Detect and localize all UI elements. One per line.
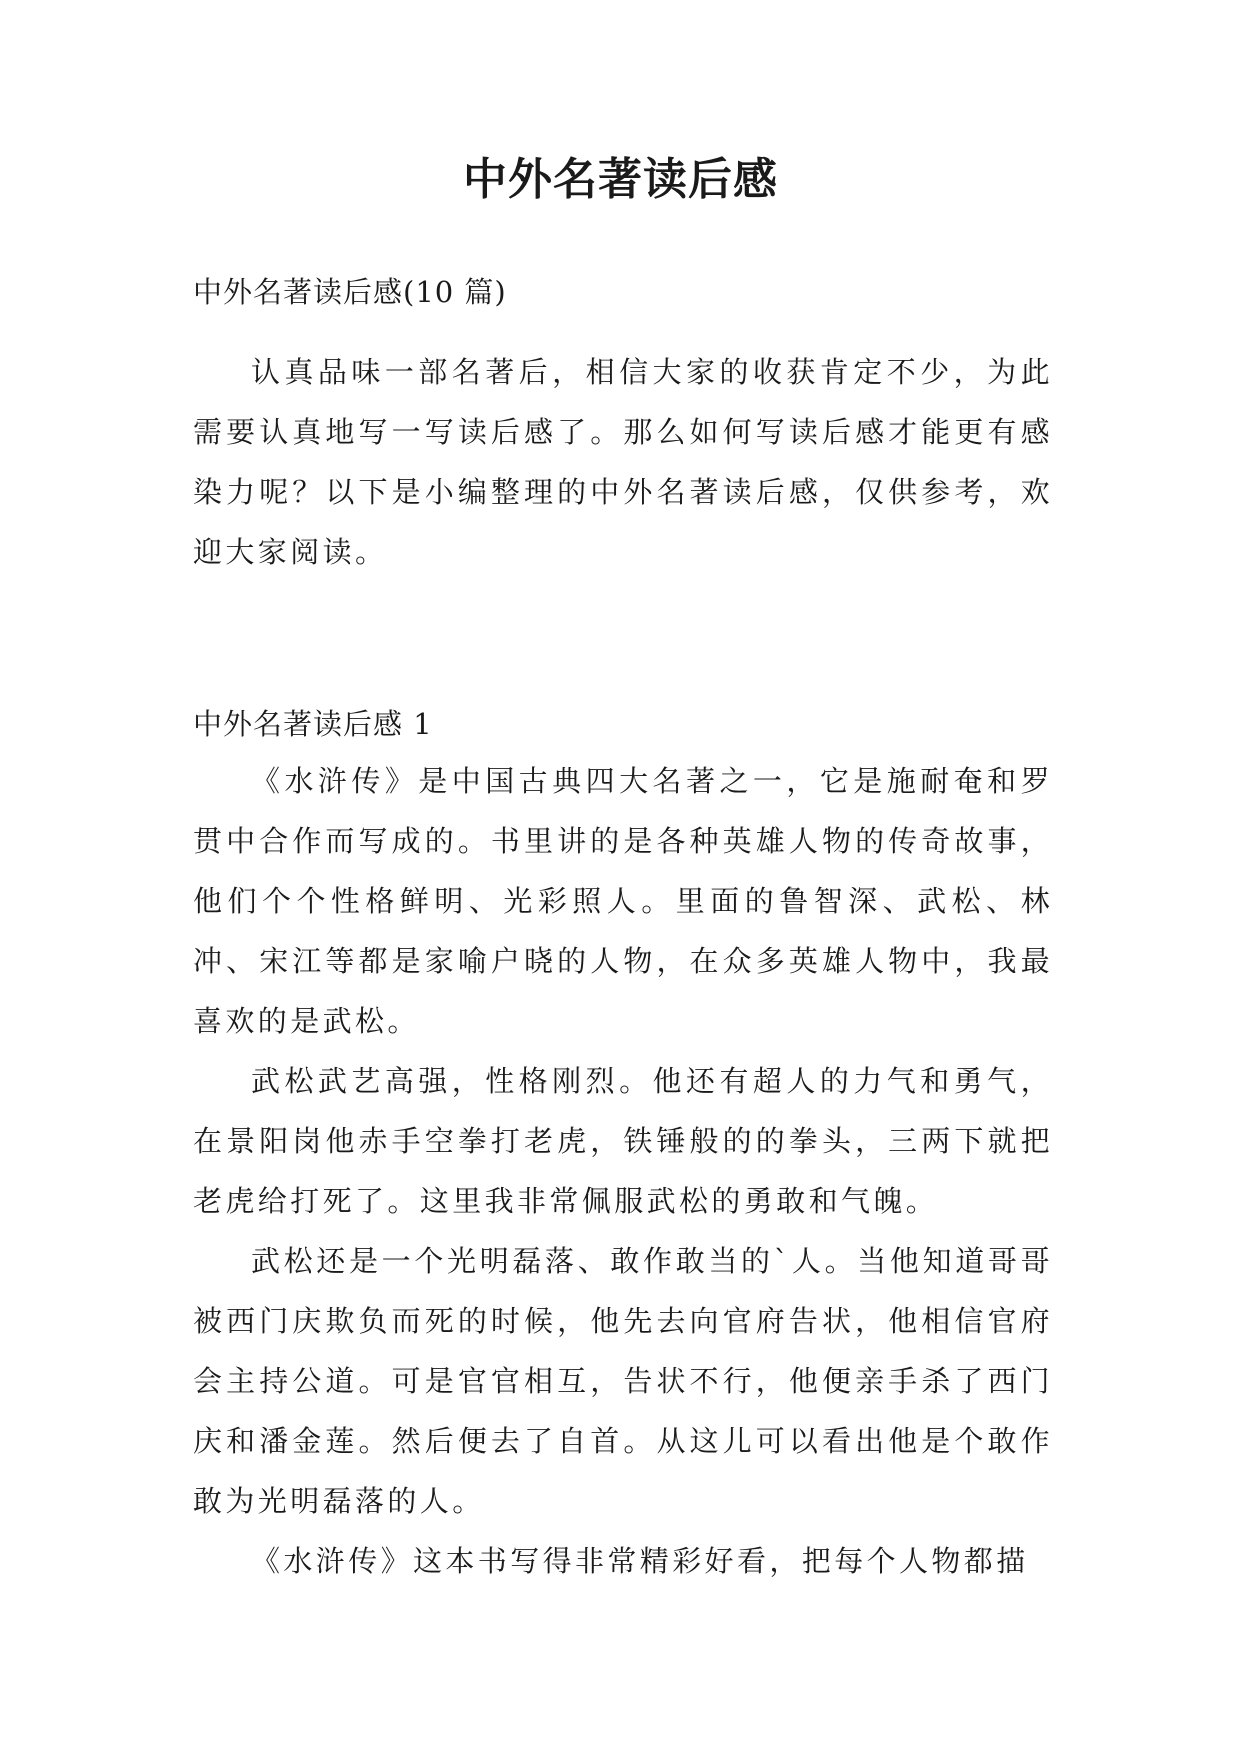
document-subtitle: 中外名著读后感(10 篇) (193, 275, 507, 309)
body-paragraph-4: 《水浒传》这本书写得非常精彩好看，把每个人物都描 (251, 1544, 1029, 1578)
section-heading: 中外名著读后感 1 (193, 707, 433, 741)
document-title: 中外名著读后感 (463, 154, 778, 205)
body-paragraph-1: 《水浒传》是中国古典四大名著之一，它是施耐奄和罗贯中合作而写成的。书里讲的是各种英雄人物的传奇故事，他们个个性格鲜明、光彩照人。里面的鲁智深、武松、林冲、宋江等都是家喻户晓的人物，在众多英雄人物中，我最喜欢的是武松。 (193, 764, 1053, 1038)
body-paragraph-3: 武松还是一个光明磊落、敢作敢当的`人。当他知道哥哥被西门庆欺负而死的时候，他先去向官府告状，他相信官府会主持公道。可是官官相互，告状不行，他便亲手杀了西门庆和潘金莲。然后便去了自首。从这儿可以看出他是个敢作敢为光明磊落的人。 (193, 1244, 1053, 1518)
body-paragraph-2: 武松武艺高强，性格刚烈。他还有超人的力气和勇气，在景阳岗他赤手空拳打老虎，铁锤般的的拳头，三两下就把老虎给打死了。这里我非常佩服武松的勇敢和气魄。 (193, 1064, 1053, 1218)
intro-paragraph: 认真品味一部名著后，相信大家的收获肯定不少，为此需要认真地写一写读后感了。那么如何写读后感才能更有感染力呢？以下是小编整理的中外名著读后感，仅供参考，欢迎大家阅读。 (193, 355, 1053, 569)
section-body (193, 751, 1053, 1591)
intro-block (193, 342, 1053, 582)
